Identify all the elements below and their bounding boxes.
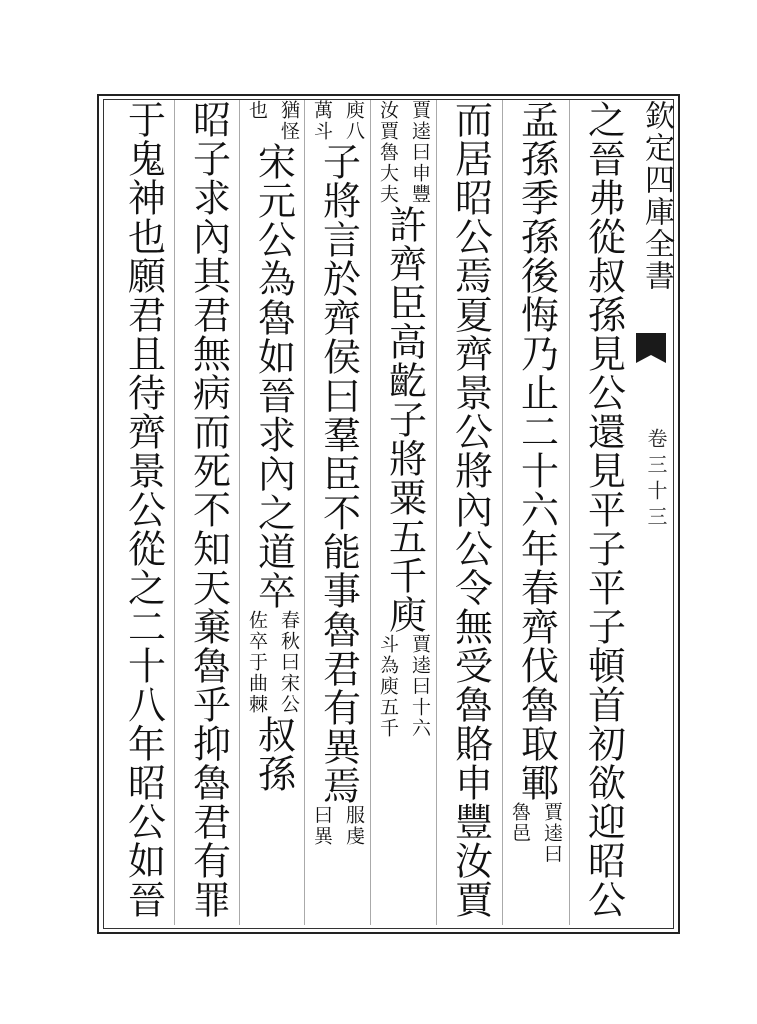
commentary-note [243, 100, 303, 142]
commentary-line: 佐卒于曲棘 [246, 610, 268, 715]
commentary-note [308, 805, 368, 847]
column-rule [174, 100, 175, 925]
commentary-line: 服虔 [343, 805, 365, 847]
commentary-line: 也 [246, 100, 268, 121]
text-column-8 [115, 100, 171, 920]
column-rule [569, 100, 570, 925]
text-column-4 [376, 100, 432, 920]
column-rule [304, 100, 305, 925]
commentary-line: 猶怪 [278, 100, 300, 142]
column-rule [239, 100, 240, 925]
text-column-6 [245, 100, 301, 920]
commentary-note [506, 802, 566, 865]
main-text: 之晉弗從叔孫見公還見平子平子頓首初欲迎昭公 [581, 100, 626, 919]
main-text: 于鬼神也願君且待齊景公從之二十八年昭公如晉 [121, 100, 166, 919]
commentary-note [243, 610, 303, 715]
commentary-line: 斗為庾五千 [377, 634, 399, 739]
column-rule [436, 100, 437, 925]
commentary-line: 汝賈魯大夫 [377, 100, 399, 205]
main-text: 宋元公為魯如晉求內之道卒 [251, 142, 296, 610]
commentary-note [374, 100, 434, 205]
commentary-line: 萬斗 [311, 100, 333, 142]
text-column-3 [442, 100, 498, 920]
main-text: 許齊臣高齕子將粟五千庾 [382, 205, 427, 634]
column-rule [502, 100, 503, 925]
text-column-2 [508, 100, 564, 920]
commentary-line: 賈逵曰 [541, 802, 563, 865]
column-rule [370, 100, 371, 925]
main-text: 昭子求內其君無病而死不知天棄魯乎抑魯君有罪 [186, 100, 231, 919]
main-text: 而居昭公焉夏齊景公將內公令無受魯賂申豐汝賈 [448, 100, 493, 919]
commentary-line: 賈逵曰申豐 [409, 100, 431, 205]
commentary-line: 春秋曰宋公 [278, 610, 300, 715]
volume-label: 卷三十三 [644, 428, 668, 532]
main-text: 叔孫 [251, 715, 296, 793]
commentary-line: 魯邑 [509, 802, 531, 844]
text-column-1 [575, 100, 631, 920]
text-column-5 [310, 100, 366, 920]
commentary-note [374, 634, 434, 739]
fishtail-mark [636, 333, 666, 355]
commentary-line: 曰異 [311, 805, 333, 847]
text-column-7 [180, 100, 236, 920]
book-title: 欽定四庫全書 [639, 100, 674, 292]
main-text: 孟孫季孫後悔乃止二十六年春齊伐魯取鄆 [514, 100, 559, 802]
commentary-note [308, 100, 368, 142]
commentary-line: 賈逵曰十六 [409, 634, 431, 739]
main-text: 子將言於齊侯曰羣臣不能事魯君有異焉 [316, 142, 361, 805]
commentary-line: 庾八 [343, 100, 365, 142]
